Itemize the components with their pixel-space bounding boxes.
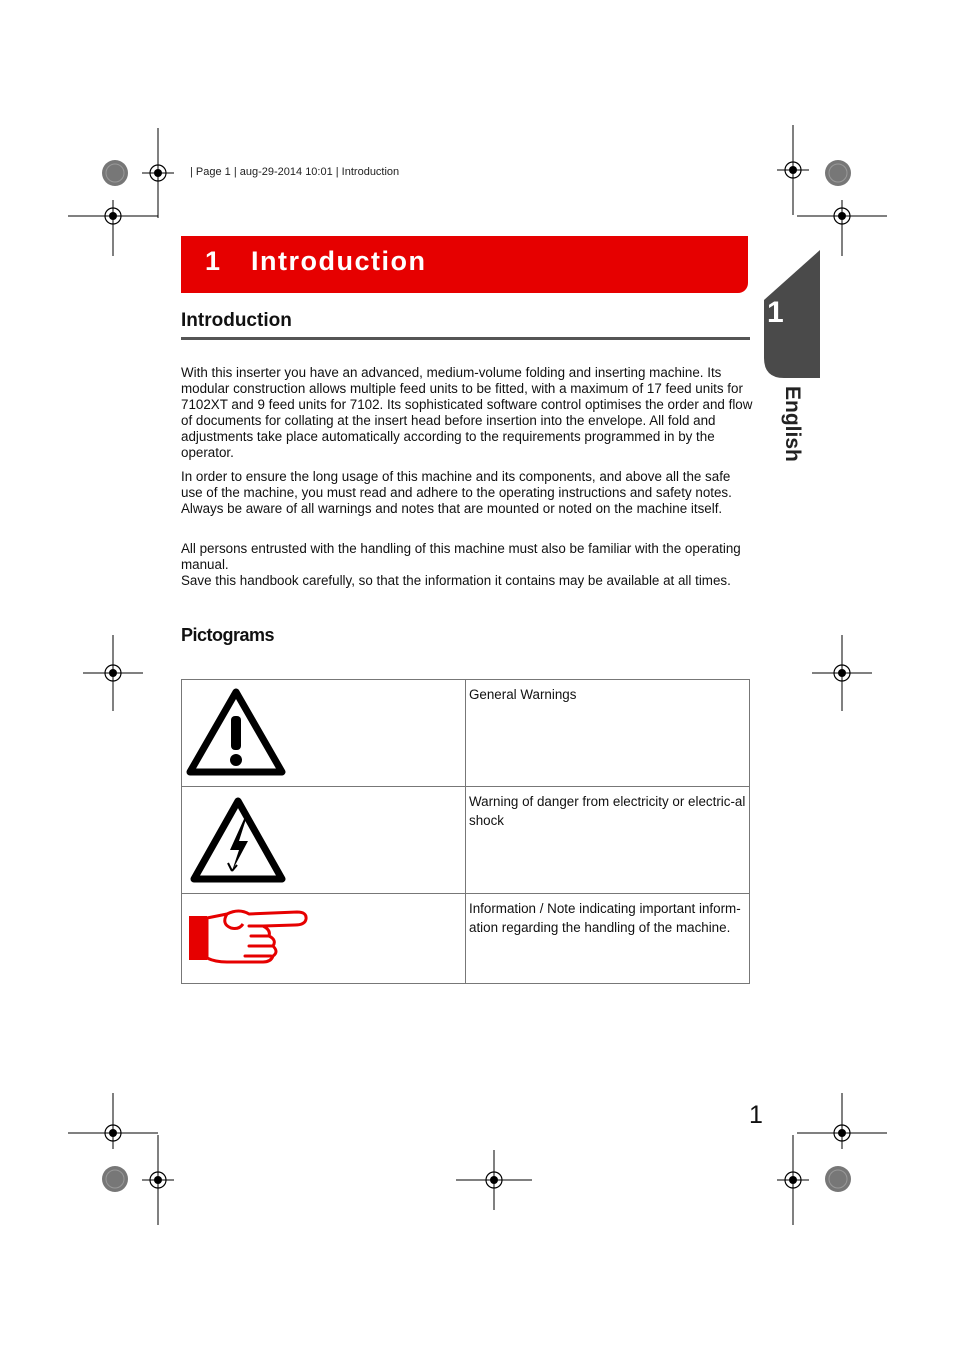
table-row [182, 680, 750, 787]
chapter-title: Introduction [251, 246, 427, 276]
chapter-tab-number: 1 [767, 296, 784, 329]
pictograms-table [181, 679, 750, 984]
warning-triangle-icon [186, 688, 286, 778]
chapter-banner [181, 236, 748, 293]
pictograms-heading: Pictograms [181, 625, 275, 645]
electric-shock-icon [188, 795, 288, 885]
icon-cell [182, 680, 466, 787]
body-paragraph-block [181, 541, 753, 589]
icon-cell [182, 894, 466, 984]
body-paragraph: With this inserter you have an advanced, medium-volume folding and inserting machine. Its modular construction allows multiple feed units to be fitted, with a maximum of 17 feed units for 7102XT and 9 feed units for 7102. Its sophisticated software control optimises the order and flow of documents for collating at the insert head before insertion into the envelope. All fold and adjustments take place automatically according to the requirements programmed in by the operator. [181, 365, 753, 460]
body-paragraph: In order to ensure the long usage of this machine and its components, and above all the safe use of the machine, you must read and adhere to the operating instructions and safety notes. Always be aware of all warnings and notes that are mounted or noted on the machine itself. [181, 469, 732, 516]
body-paragraph: Save this handbook carefully, so that the information it contains may be available at all times. [181, 573, 731, 588]
page-number: 1 [749, 1101, 763, 1129]
pictogram-description: Warning of danger from electricity or electric-al shock [466, 787, 750, 894]
pointing-hand-icon [187, 904, 311, 968]
table-row [182, 787, 750, 894]
icon-cell [182, 787, 466, 894]
pictogram-description: General Warnings [466, 680, 750, 787]
pictogram-description: Information / Note indicating important inform-ation regarding the handling of the machine. [466, 894, 750, 984]
table-row [182, 894, 750, 984]
section-divider [181, 337, 750, 340]
language-tab-label: English [781, 386, 804, 462]
chapter-number: 1 [205, 246, 222, 276]
section-title: Introduction [181, 310, 292, 331]
print-header-line: | Page 1 | aug-29-2014 10:01 | Introduction [190, 166, 400, 178]
body-paragraph: All persons entrusted with the handling of this machine must also be familiar with the operating manual. [181, 541, 741, 572]
